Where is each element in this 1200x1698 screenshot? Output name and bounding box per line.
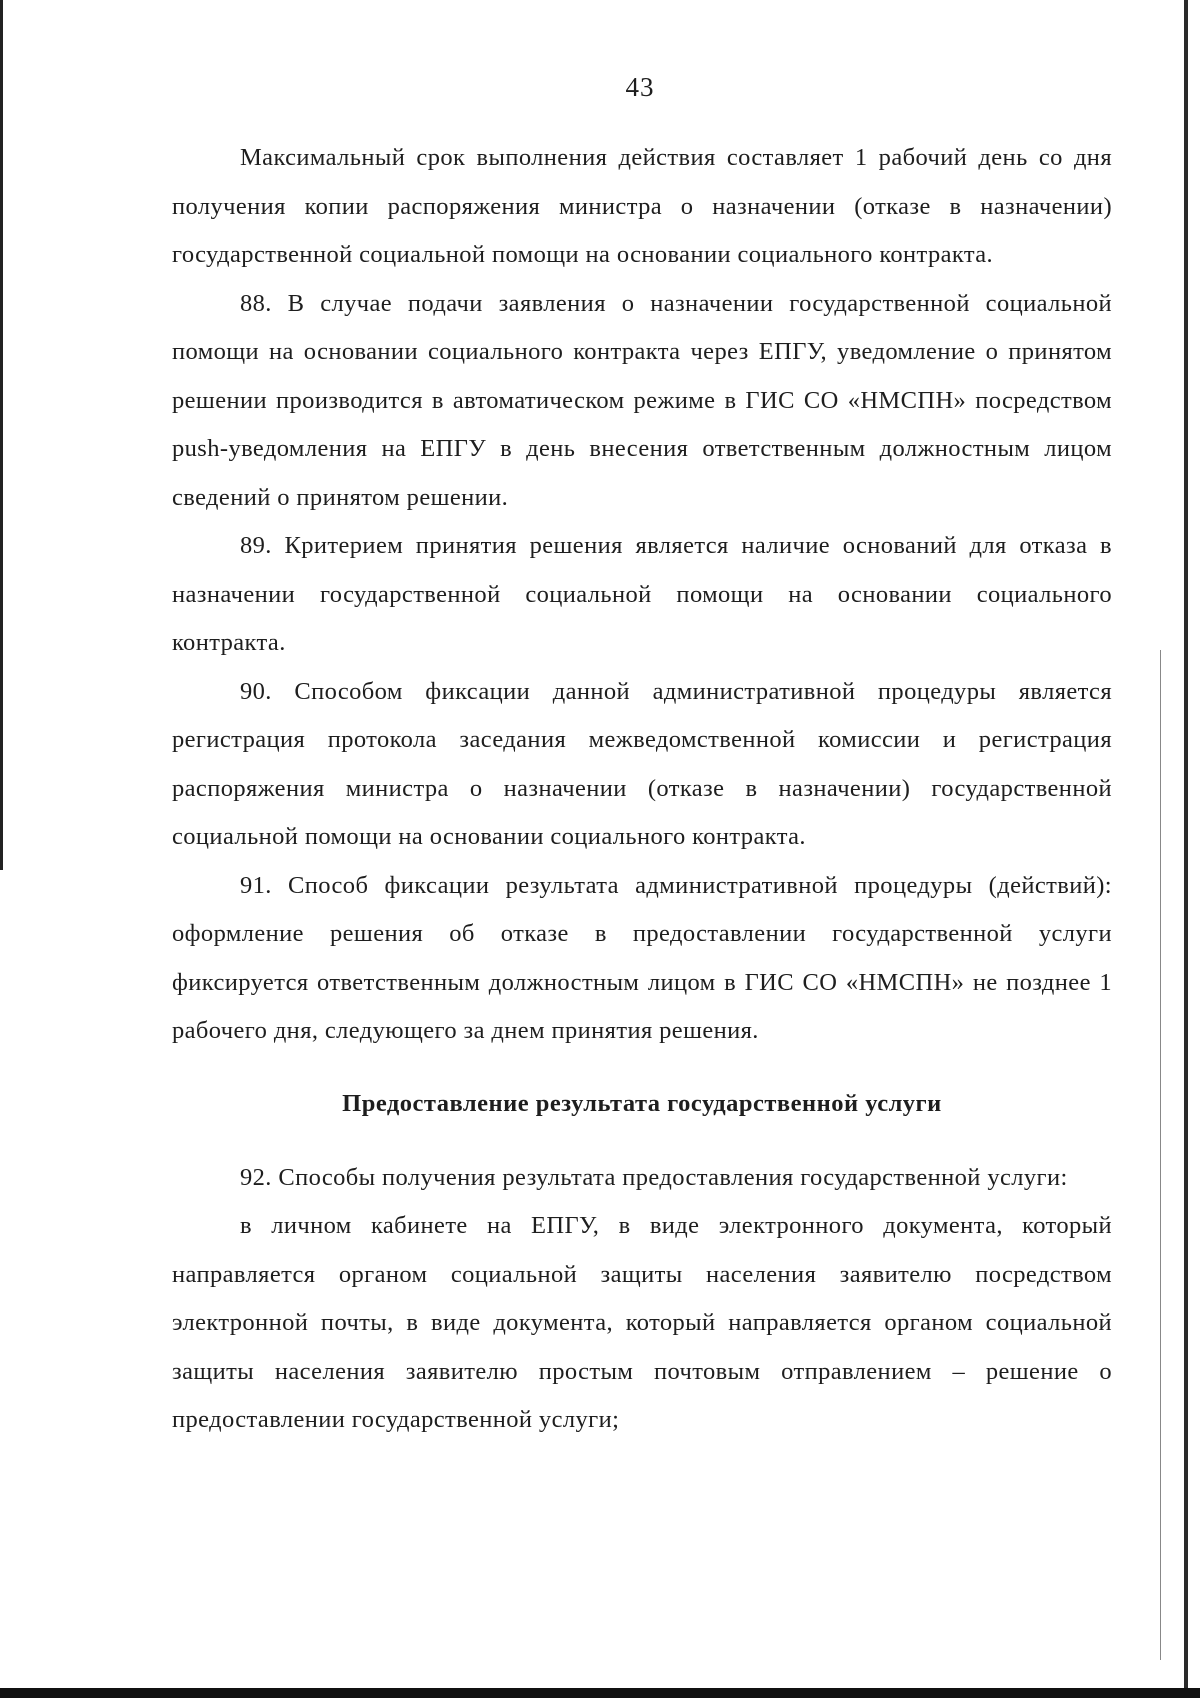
document-body [172, 134, 1112, 1445]
paragraph-result-methods: в личном кабинете на ЕПГУ, в виде электронного документа, который направляется органом социальной защиты населения заявителю посредством электронной почты, в виде документа, который направляется органом социальной защиты населения заявителю простым почтовым отправлением – решение о предоставлении государственной услуги; [172, 1212, 1112, 1433]
paragraph-89: 89. Критерием принятия решения является наличие оснований для отказа в назначении государственной социальной помощи на основании социального контракта. [172, 532, 1112, 656]
paragraph-92: 92. Способы получения результата предоставления государственной услуги: [240, 1163, 1068, 1191]
paragraph-90: 90. Способом фиксации данной административной процедуры является регистрация протокола заседания межведомственной комиссии и регистрация распоряжения министра о назначении (отказе в назначении) государственной социальной помощи на основании социального контракта. [172, 677, 1112, 850]
section-heading: Предоставление результата государственной услуги [342, 1089, 942, 1117]
scan-border-right [1184, 0, 1188, 1698]
paragraph-deadline: Максимальный срок выполнения действия составляет 1 рабочий день со дня получения копии распоряжения министра о назначении (отказе в назначении) государственной социальной помощи на основании социального контракта. [172, 144, 1112, 268]
paragraph-88: 88. В случае подачи заявления о назначении государственной социальной помощи на основании социального контракта через ЕПГУ, уведомление о принятом решении производится в автоматическом режиме в ГИС СО «НМСПН» посредством push-уведомления на ЕПГУ в день внесения ответственным должностным лицом сведений о принятом решении. [172, 289, 1112, 511]
scan-shadow-line [1160, 650, 1161, 1660]
scan-border-bottom [0, 1688, 1200, 1698]
scan-border-left [0, 0, 3, 870]
paragraph-91: 91. Способ фиксации результата административной процедуры (действий): оформление решения об отказе в предоставлении государственной услуги фиксируется ответственным должностным лицом в ГИС СО «НМСПН» не позднее 1 рабочего дня, следующего за днем принятия решения. [172, 871, 1112, 1044]
page-number: 43 [625, 72, 655, 102]
